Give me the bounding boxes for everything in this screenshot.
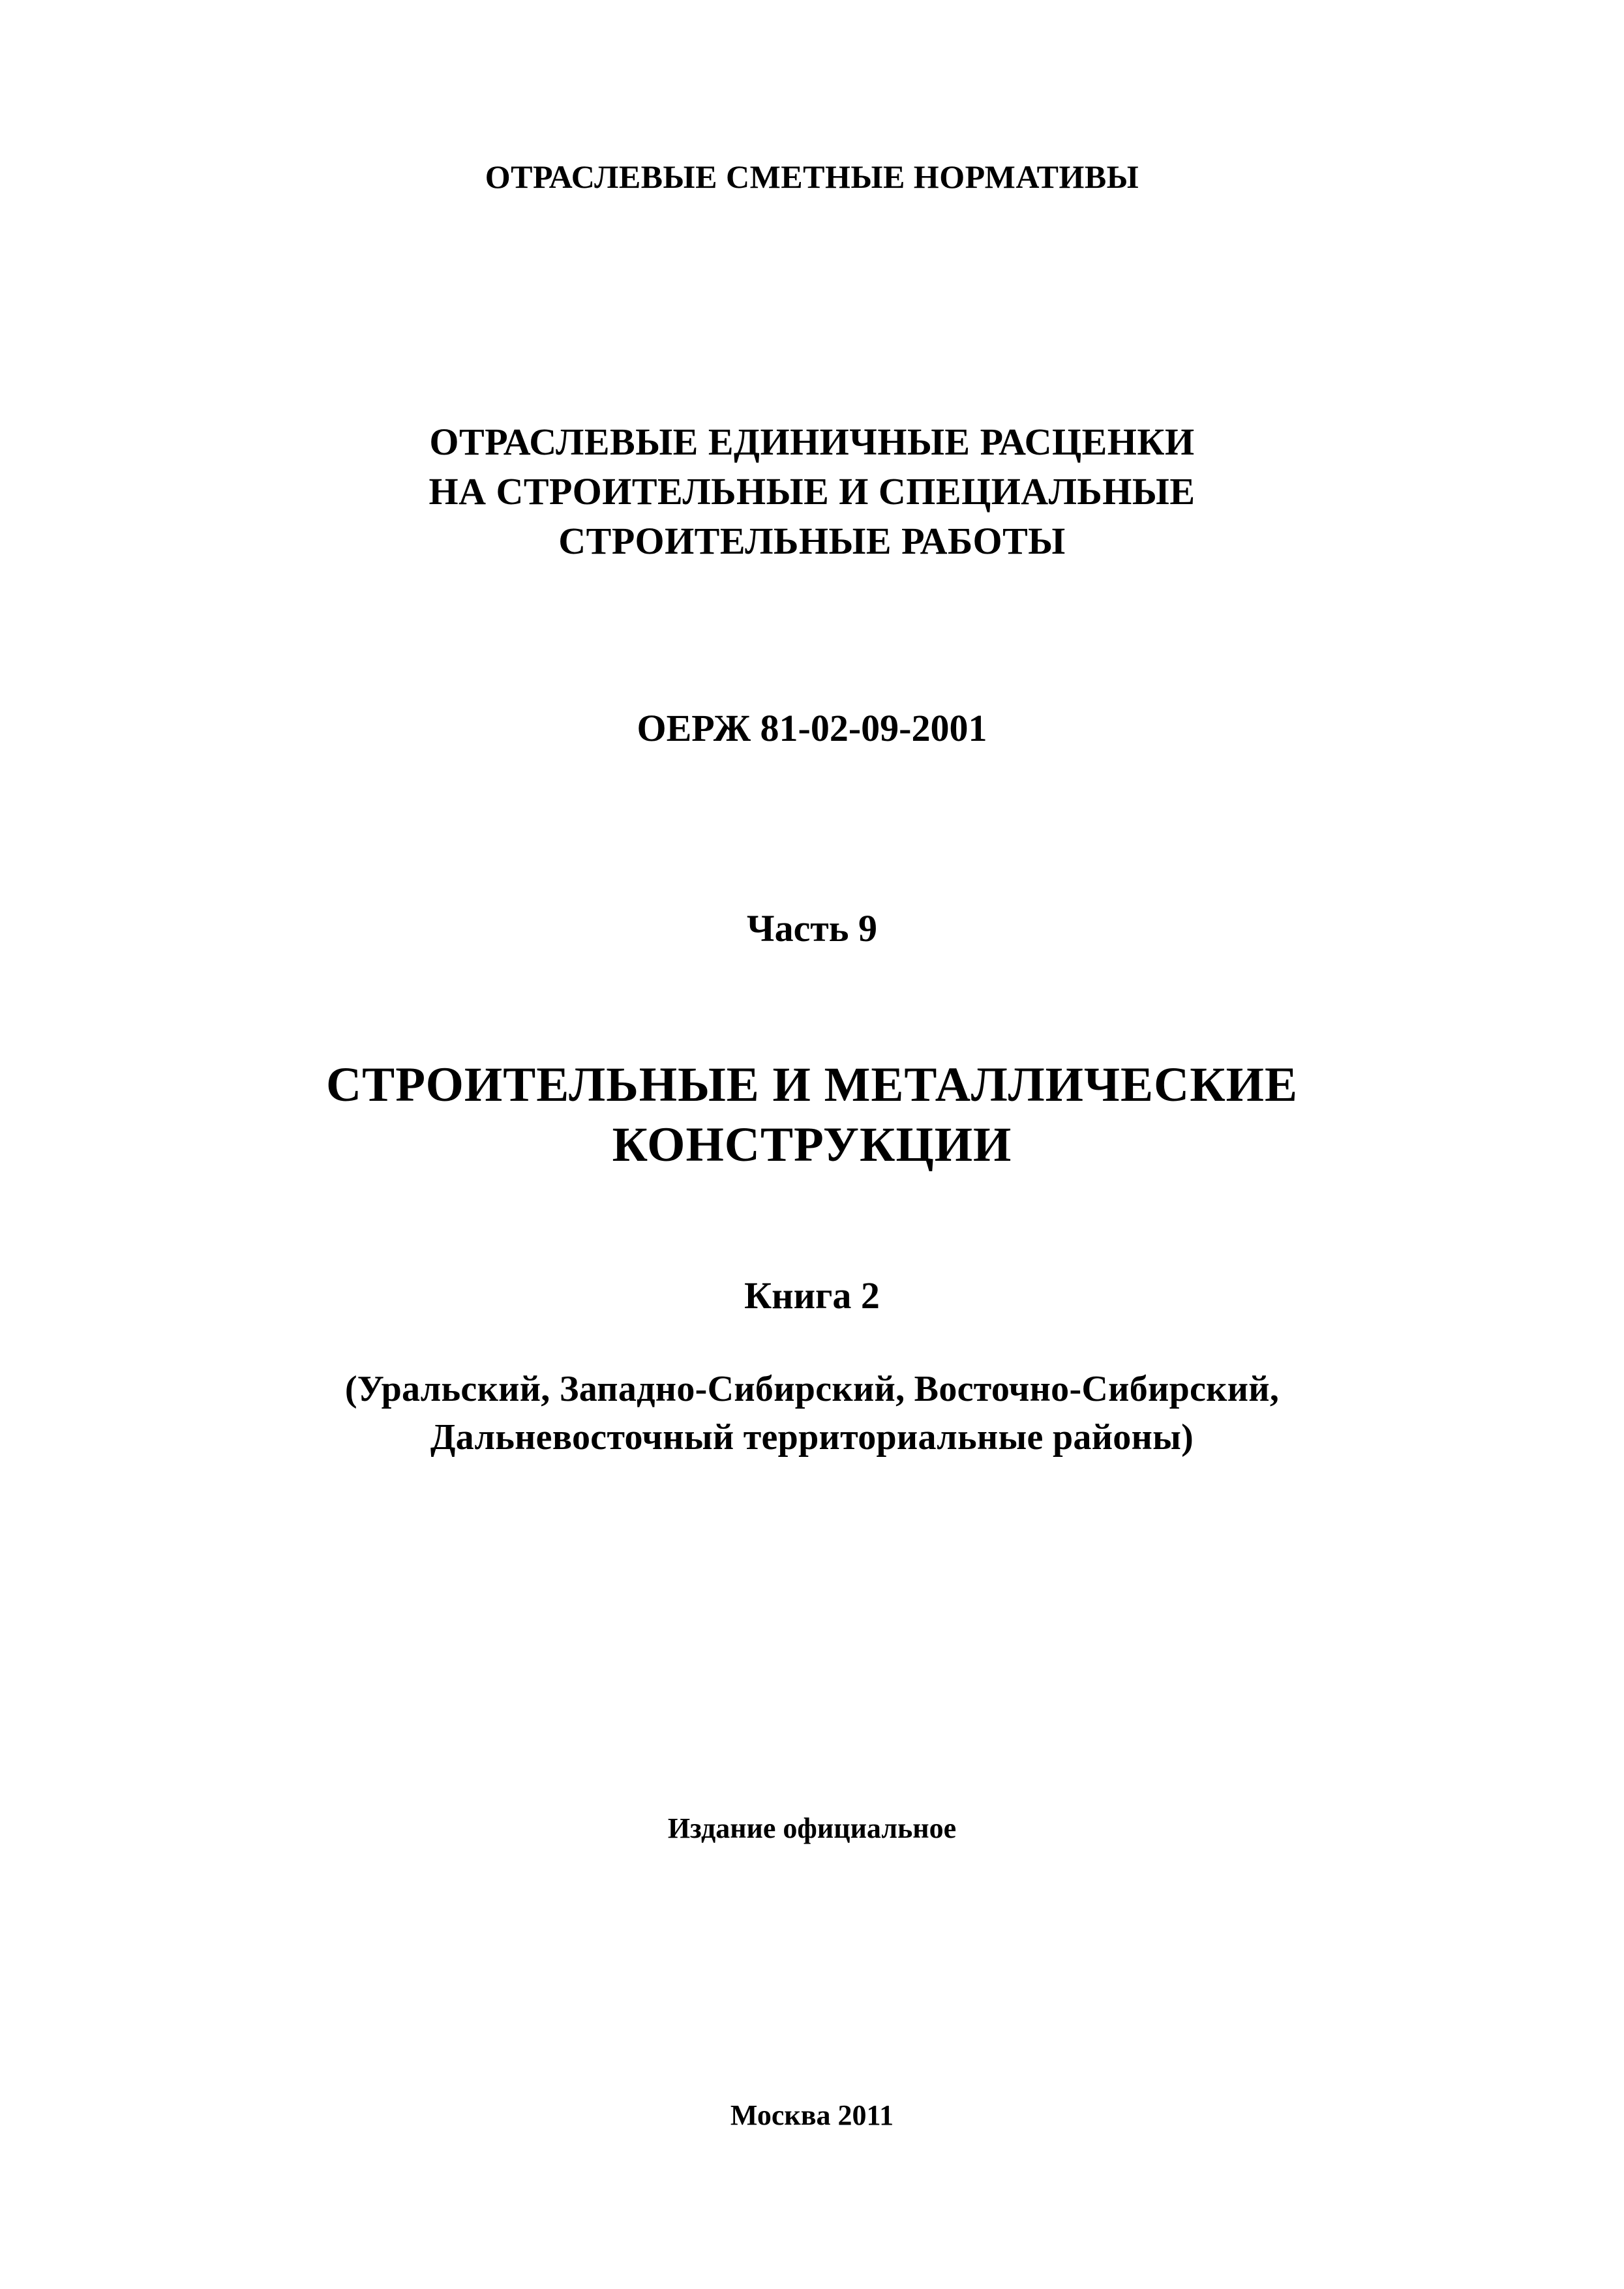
rates-title-line-1: ОТРАСЛЕВЫЕ ЕДИНИЧНЫЕ РАСЦЕНКИ <box>429 421 1195 463</box>
subject-title-line-2: КОНСТРУКЦИИ <box>612 1118 1012 1172</box>
part-number: Часть 9 <box>747 907 877 950</box>
edition-label: Издание официальное <box>667 1812 957 1844</box>
subject-title <box>0 1055 1624 1175</box>
subject-title-line-1: СТРОИТЕЛЬНЫЕ И МЕТАЛЛИЧЕСКИЕ <box>326 1058 1298 1112</box>
rates-title <box>0 417 1624 566</box>
book-number: Книга 2 <box>744 1274 880 1317</box>
series-header: ОТРАСЛЕВЫЕ СМЕТНЫЕ НОРМАТИВЫ <box>485 158 1139 195</box>
regions-note <box>0 1365 1624 1461</box>
rates-title-line-2: НА СТРОИТЕЛЬНЫЕ И СПЕЦИАЛЬНЫЕ <box>429 470 1195 513</box>
document-code: ОЕРЖ 81-02-09-2001 <box>637 707 987 749</box>
rates-title-line-3: СТРОИТЕЛЬНЫЕ РАБОТЫ <box>558 520 1066 562</box>
regions-note-line-2: Дальневосточный территориальные районы) <box>430 1417 1194 1458</box>
place-year: Москва 2011 <box>730 2099 894 2131</box>
regions-note-line-1: (Уральский, Западно-Сибирский, Восточно-Сибирский, <box>344 1369 1280 1409</box>
